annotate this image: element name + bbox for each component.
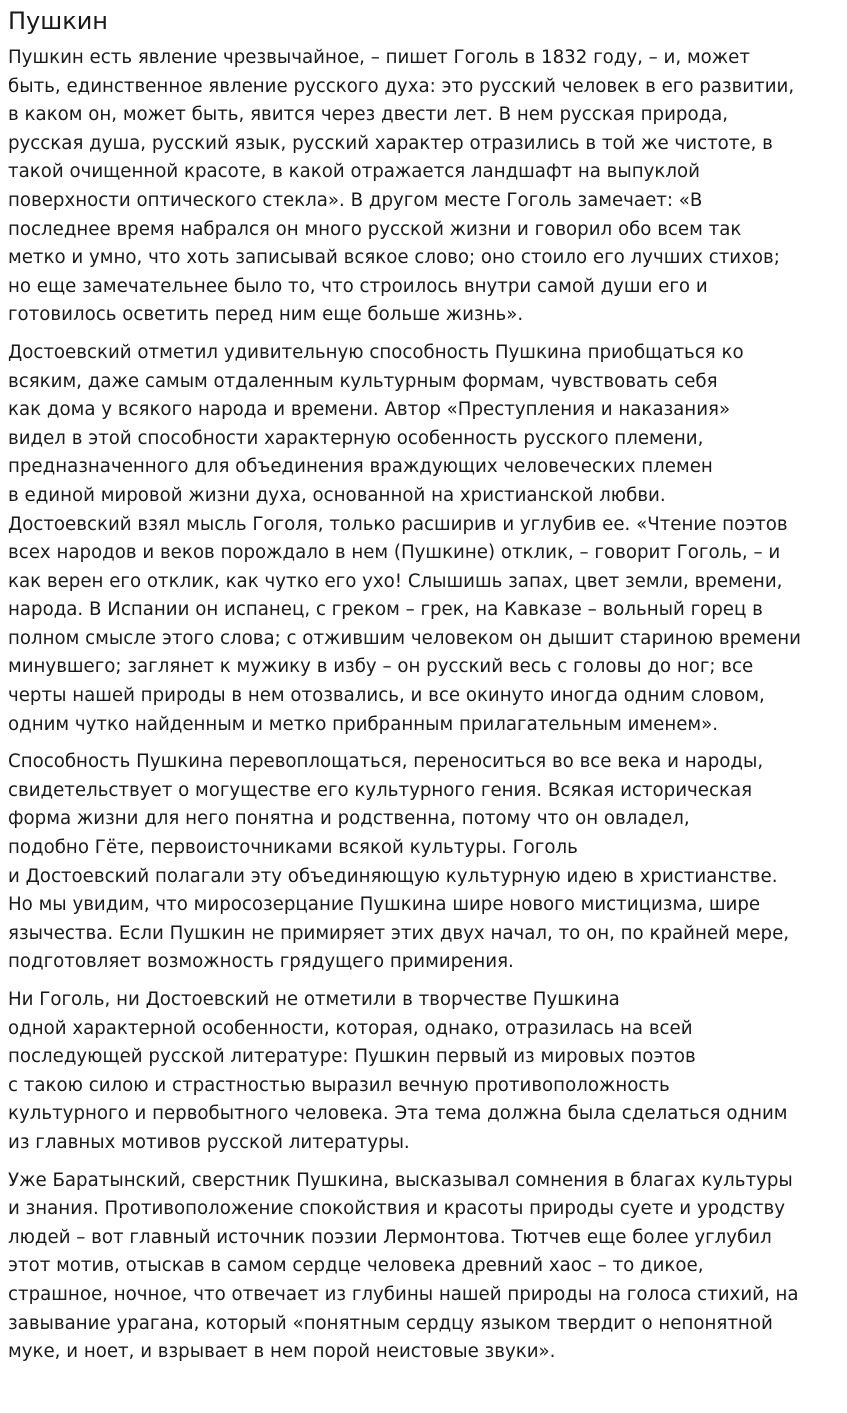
paragraph-2: Достоевский отметил удивительную способность Пушкина приобщаться ко всяким, даже самым отдаленным культурным формам, чувствовать себя как дома у всякого народа и времени. Автор «Преступления и наказания» видел в этой способности характерную особенность русского племени, предназначенного для объединения враждующих человеческих племен в единой мировой жизни духа, основанной на христианской любви. Достоевский взял мысль Гоголя, только расширив и углубив ее. «Чтение поэтов всех народов и веков порождало в нем (Пушкине) отклик, – говорит Гоголь, – и как верен его отклик, как чутко его ухо! Слышишь запах, цвет земли, времени, народа. В Испании он испанец, с греком – грек, на Кавказе – вольный горец в полном смысле этого слова; с отжившим человеком он дышит стариною времени минувшего; заглянет к мужику в избу – он русский весь с головы до ног; все черты нашей природы в нем отозвались, и все окинуто иногда одним словом, одним чутко найденным и метко прибранным прилагательным именем».	[8, 341, 801, 735]
paragraph-1: Пушкин есть явление чрезвычайное, – пишет Гоголь в 1832 году, – и, может быть, единственное явление русского духа: это русский человек в его развитии, в каком он, может быть, явится через двести лет. В нем русская природа, русская душа, русский язык, русский характер отразились в той же чистоте, в такой очищенной красоте, в какой отражается ландшафт на выпуклой поверхности оптического стекла». В другом месте Гоголь замечает: «В последнее время набрался он много русской жизни и говорил обо всем так метко и умно, что хоть записывай всякое слово; оно стоило его лучших стихов; но еще замечательнее было то, что строилось внутри самой души его и готовилось осветить перед ним еще больше жизнь».	[8, 47, 795, 326]
paragraph-5: Уже Баратынский, сверстник Пушкина, высказывал сомнения в благах культуры и знания. Противоположение спокойствия и красоты природы суете и уродству людей – вот главный источник поэзии Лермонтова. Тютчев еще более углубил этот мотив, отыскав в самом сердце человека древний хаос – то дикое, страшное, ночное, что отвечает из глубины нашей природы на голоса стихий, на завывание урагана, который «понятным сердцу языком твердит о непонятной муке, и ноет, и взрывает в нем порой неистовые звуки».	[8, 1169, 799, 1363]
paragraph-4: Ни Гоголь, ни Достоевский не отметили в творчестве Пушкина одной характерной особенности, которая, однако, отразилась на всей последующей русской литературе: Пушкин первый из мировых поэтов с такою силою и страстностью выразил вечную противоположность культурного и первобытного человека. Эта тема должна была сделаться одним из главных мотивов русской литературы.	[8, 989, 788, 1153]
paragraph-3: Способность Пушкина перевоплощаться, переноситься во все века и народы, свидетельствует о могуществе его культурного гения. Всякая историческая форма жизни для него понятна и родственна, потому что он овладел, подобно Гёте, первоисточниками всякой культуры. Гоголь и Достоевский полагали эту объединяющую культурную идею в христианстве. Но мы увидим, что миросозерцание Пушкина шире нового мистицизма, шире язычества. Если Пушкин не примиряет этих двух начал, то он, по крайней мере, подготовляет возможность грядущего примирения.	[8, 751, 790, 973]
page-title: Пушкин	[8, 7, 108, 35]
